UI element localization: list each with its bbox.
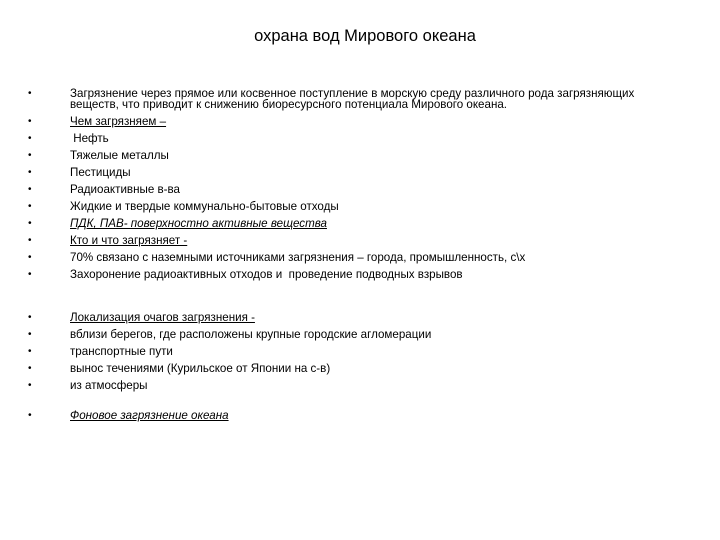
page-title: охрана вод Мирового океана [254,27,476,45]
list-item: • Фоновое загрязнение океана [28,410,668,421]
list-item: • Локализация очагов загрязнения - [28,312,668,323]
list-item: • Кто и что загрязняет - [28,235,668,246]
list-item: • Чем загрязняем – [28,116,668,127]
bullet-list-background [28,410,668,427]
list-item: • ПДК, ПАВ- поверхностно активные вещества [28,218,668,229]
list-item: • Тяжелые металлы [28,150,668,161]
list-item: • Захоронение радиоактивных отходов и проведение подводных взрывов [28,269,668,280]
bullet-list-localization [28,312,668,397]
list-item: • из атмосферы [28,380,668,391]
list-item: • Жидкие и твердые коммунально-бытовые отходы [28,201,668,212]
bullet-list-pollution [28,88,668,286]
list-item: • Радиоактивные в-ва [28,184,668,195]
list-item: • Загрязнение через прямое или косвенное поступление в морскую среду различного рода загрязняющих веществ, что приводит к снижению биоресурсного потенциала Мирового океана. [28,88,668,110]
list-item: • Пестициды [28,167,668,178]
list-item: • вблизи берегов, где расположены крупные городские агломерации [28,329,668,340]
list-item: • Нефть [28,133,668,144]
list-item: • вынос течениями (Курильское от Японии на с-в) [28,363,668,374]
list-item: • 70% связано с наземными источниками загрязнения – города, промышленность, с\х [28,252,668,263]
list-item: • транспортные пути [28,346,668,357]
